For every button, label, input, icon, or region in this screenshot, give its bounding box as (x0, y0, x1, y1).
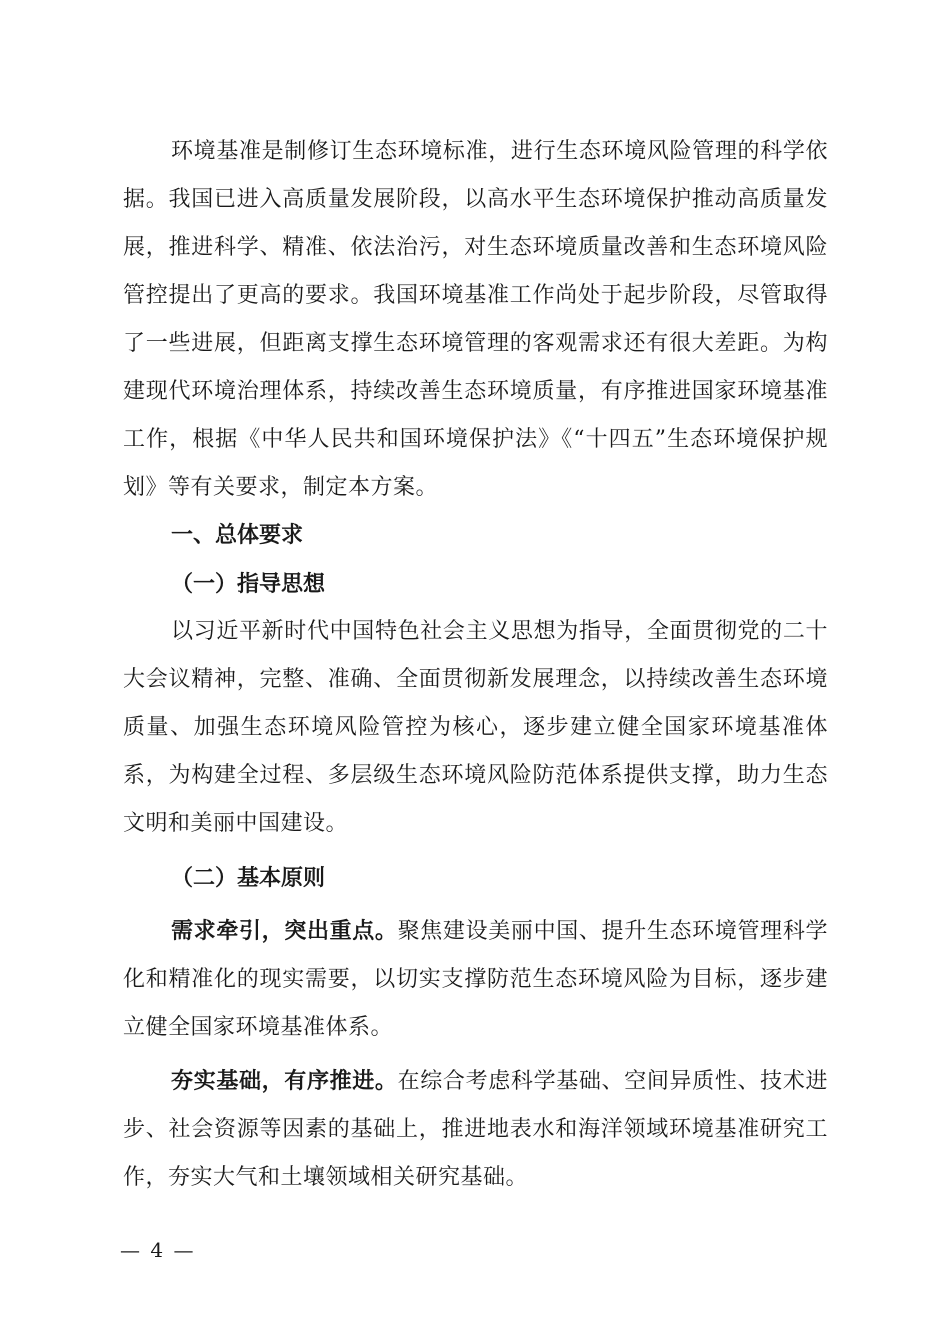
principle-lead-solid-foundation: 夯实基础，有序推进。 (171, 1069, 398, 1094)
principle-text-demand-driven: 聚焦建设美丽中国、提升生态环境管理科学化和精准化的现实需要，以切实支撑防范生态环境风险为目标，逐步建立健全国家环境基准体系。 (123, 919, 828, 1040)
subsection-heading-basic-principles: （二）基本原则 (171, 865, 326, 891)
intro-paragraph: 环境基准是制修订生态环境标准，进行生态环境风险管理的科学依据。我国已进入高质量发展阶段，以高水平生态环境保护推动高质量发展，推进科学、精准、依法治污，对生态环境质量改善和生态环境风险管控提出了更高的要求。我国环境基准工作尚处于起步阶段，尽管取得了一些进展，但距离支撑生态环境管理的客观需求还有很大差距。为构建现代环境治理体系，持续改善生态环境质量，有序推进国家环境基准工作，根据《中华人民共和国环境保护法》《“十四五”生态环境保护规划》等有关要求，制定本方案。 (123, 139, 828, 500)
document-body (123, 128, 828, 1202)
principle-paragraph-solid-foundation (123, 1058, 828, 1202)
principle-text-solid-foundation: 在综合考虑科学基础、空间异质性、技术进步、社会资源等因素的基础上，推进地表水和海洋领域环境基准研究工作，夯实大气和土壤领域相关研究基础。 (123, 1069, 828, 1190)
principle-lead-demand-driven: 需求牵引，突出重点。 (171, 919, 398, 944)
principle-paragraph-demand-driven (123, 908, 828, 1052)
page-number: — 4 — (120, 1238, 196, 1262)
guiding-ideology-paragraph: 以习近平新时代中国特色社会主义思想为指导，全面贯彻党的二十大会议精神，完整、准确、全面贯彻新发展理念，以持续改善生态环境质量、加强生态环境风险管控为核心，逐步建立健全国家环境基准体系，为构建全过程、多层级生态环境风险防范体系提供支撑，助力生态文明和美丽中国建设。 (123, 619, 828, 836)
section-heading-overall-requirements: 一、总体要求 (171, 523, 304, 548)
subsection-heading-guiding-ideology: （一）指导思想 (171, 571, 326, 597)
